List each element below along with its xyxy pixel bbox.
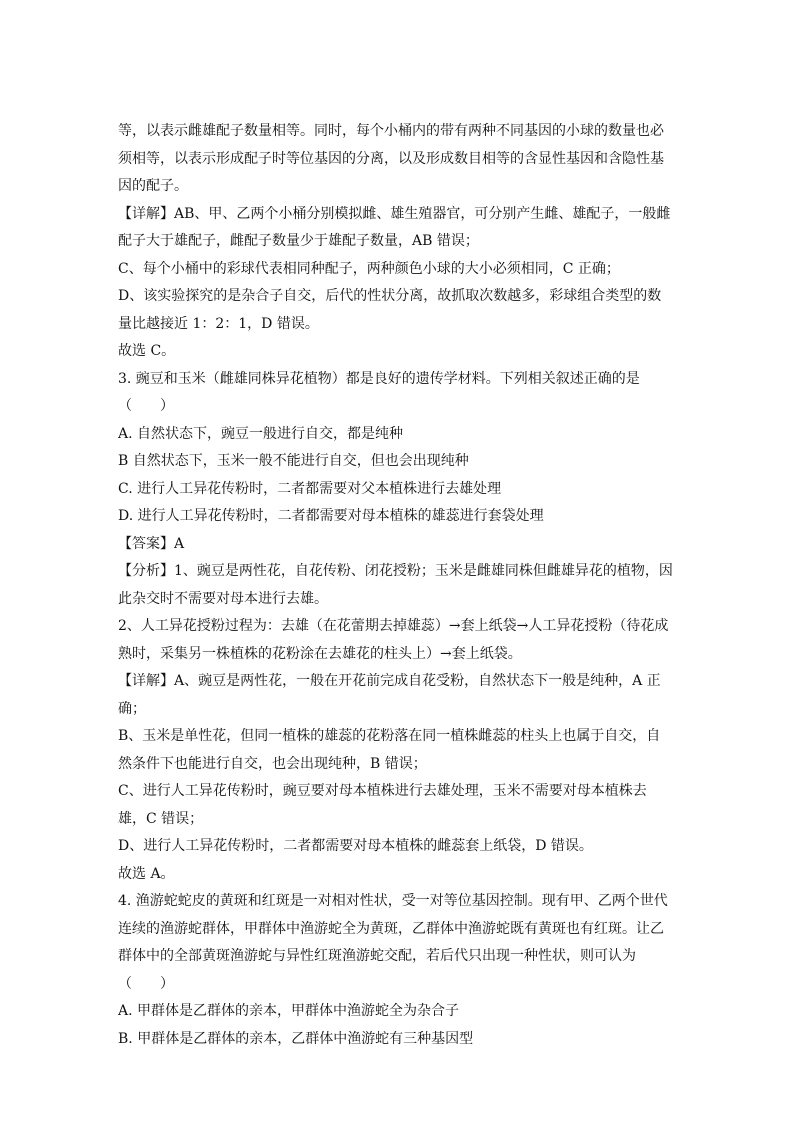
text-line: B、玉米是单性花，但同一植株的雄蕊的花粉落在同一植株雌蕊的柱头上也属于自交，自 [118,728,661,744]
question-3-option-d: D. 进行人工异花传粉时，二者都需要对母本植株的雄蕊进行套袋处理 [118,508,544,524]
text-line: C、进行人工异花传粉时，豌豆要对母本植株进行去雄处理，玉米不需要对母本植株去 [118,783,647,799]
text-line: 然条件下也能进行自交，也会出现纯种，B 错误； [118,755,427,772]
answer-choice-line: 故选 C。 [118,343,176,359]
text-line: 熟时，采集另一株植株的花粉涂在去雄花的柱头上）→套上纸袋。 [118,645,522,662]
text-line: C、每个小桶中的彩球代表相同种配子，两种颜色小球的大小必须相同，C 正确； [118,260,620,277]
detail-heading-line: 【详解】A、豌豆是两性花，一般在开花前完成自花受粉，自然状态下一般是纯种，A 正 [118,673,661,689]
text-line: D、该实验探究的是杂合子自交，后代的性状分离，故抓取次数越多，彩球组合类型的数 [118,288,662,304]
question-4-option-a: A. 甲群体是乙群体的亲本，甲群体中渔游蛇全为杂合子 [118,1003,460,1019]
text-line: 2、人工异花授粉过程为：去雄（在花蕾期去掉雄蕊）→套上纸袋→人工异花授粉（待花成 [118,618,669,634]
text-line: 须相等，以表示形成配子时等位基因的分离，以及形成数目相等的含显性基因和含隐性基 [118,150,664,167]
question-3-option-a: A. 自然状态下，豌豆一般进行自交，都是纯种 [118,425,404,442]
text-line: 等，以表示雌雄配子数量相等。同时，每个小桶内的带有两种不同基因的小球的数量也必 [118,123,664,139]
document-page [118,118,678,1053]
analysis-line: 【分析】1、豌豆是两性花，自花传粉、闭花授粉；玉米是雌雄同株但雌雄异花的植物，因 [118,563,673,579]
question-3-blank: （ ） [118,398,174,414]
text-line: 因的配子。 [118,178,188,194]
text-line: 量比越接近 1：2：1，D 错误。 [118,315,319,332]
question-4-blank: （ ） [118,975,174,992]
question-3-option-c: C. 进行人工异花传粉时，二者都需要对父本植株进行去雄处理 [118,480,502,497]
detail-heading-line: 【详解】AB、甲、乙两个小桶分别模拟雌、雄生殖器官，可分别产生雌、雄配子，一般雌 [118,205,671,222]
question-3-stem: 3. 豌豆和玉米（雌雄同株异花植物）都是良好的遗传学材料。下列相关叙述正确的是 [118,370,640,387]
text-line: 雄，C 错误； [118,810,204,827]
question-4-stem: 群体中的全部黄斑渔游蛇与异性红斑渔游蛇交配，若后代只出现一种性状，则可认为 [118,948,636,964]
question-4-option-b: B. 甲群体是乙群体的亲本，乙群体中渔游蛇有三种基因型 [118,1030,474,1047]
text-line: 确； [118,700,146,717]
answer-line: 【答案】A [118,535,185,552]
question-4-stem: 连续的渔游蛇群体，甲群体中渔游蛇全为黄斑，乙群体中渔游蛇既有黄斑也有红斑。让乙 [118,920,664,937]
question-3-option-b: B 自然状态下，玉米一般不能进行自交，但也会出现纯种 [118,453,469,469]
answer-choice-line: 故选 A。 [118,865,175,882]
text-line: 此杂交时不需要对母本进行去雄。 [118,590,328,607]
text-line: D、进行人工异花传粉时，二者都需要对母本植株的雌蕊套上纸袋，D 错误。 [118,838,593,854]
text-line: 配子大于雄配子，雌配子数量少于雄配子数量，AB 错误； [118,233,479,249]
question-4-stem: 4. 渔游蛇蛇皮的黄斑和红斑是一对相对性状，受一对等位基因控制。现有甲、乙两个世代 [118,893,668,909]
